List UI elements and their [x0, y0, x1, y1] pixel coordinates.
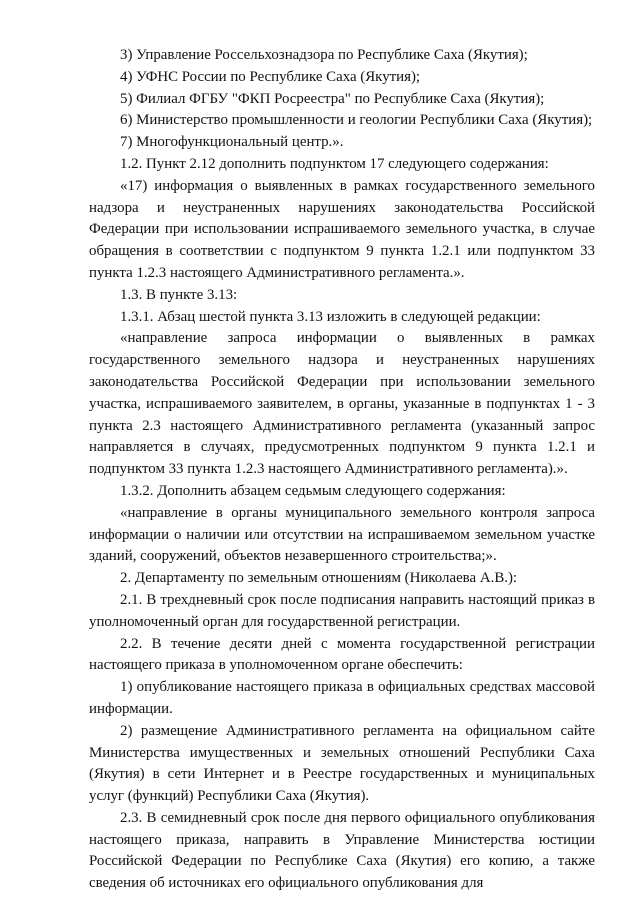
- clause-2-1: 2.1. В трехдневный срок после подписания направить настоящий приказ в уполномоченный орган для государственной регистрации.: [89, 591, 595, 630]
- list-item-4: 4) УФНС России по Республике Саха (Якутия);: [120, 68, 421, 85]
- clause-1-3-2: 1.3.2. Дополнить абзацем седьмым следующего содержания:: [120, 482, 506, 499]
- document-page: [89, 45, 595, 895]
- list-item-6: 6) Министерство промышленности и геологии Республики Саха (Якутия);: [120, 112, 593, 129]
- subitem-17-text: «17) информация о выявленных в рамках государственного земельного надзора и неустраненных нарушениях законодательства Российской Федерации при использовании испрашиваемого земельного участка, в случае обращения в соответствии с подпунктом 9 пункта 1.2.1 или подпунктом 33 пункта 1.2.3 настоящего Административного регламента.».: [89, 177, 595, 281]
- paragraph-seven-text: «направление в органы муниципального земельного контроля запроса информации о наличии или отсутствии на испрашиваемом земельном участке зданий, сооружений, объектов незавершенного строительства;».: [89, 504, 595, 565]
- clause-1-3: 1.3. В пункте 3.13:: [120, 286, 238, 303]
- paragraph-six-text: «направление запроса информации о выявленных в рамках государственного земельного надзора и неустраненных нарушениях законодательства Российской Федерации при использовании земельного участка, испрашиваемого заявителем, в органы, указанные в подпунктах 1 - 3 пункта 2.3 настоящего Административного регламента (указанный запрос направляется в случаях, предусмотренных подпунктом 9 пункта 1.2.1 и подпунктом 33 пункта 1.2.3 настоящего Административного регламента).».: [89, 330, 595, 478]
- clause-1-2: 1.2. Пункт 2.12 дополнить подпунктом 17 следующего содержания:: [120, 155, 549, 172]
- list-item-3: 3) Управление Россельхознадзора по Республике Саха (Якутия);: [120, 47, 528, 63]
- clause-2-2-item-1: 1) опубликование настоящего приказа в официальных средствах массовой информации.: [89, 679, 595, 717]
- list-item-7: 7) Многофункциональный центр.».: [120, 134, 344, 151]
- clause-2-3: 2.3. В семидневный срок после дня первого официального опубликования настоящего приказа, направить в Управление Министерства юстиции Российской Федерации по Республике Саха (Якутия) его копию, а также сведения об источниках его официального опубликования для: [89, 809, 595, 892]
- clause-2-2-item-2: 2) размещение Административного регламента на официальном сайте Министерства имущественных и земельных отношений Республики Саха (Якутия) в сети Интернет и в Реестре государственных и муниципальных услуг (функций) Республики Саха (Якутия).: [89, 722, 595, 805]
- clause-1-3-1: 1.3.1. Абзац шестой пункта 3.13 изложить в следующей редакции:: [120, 308, 541, 325]
- clause-2-2: 2.2. В течение десяти дней с момента государственной регистрации настоящего приказа в уполномоченном органе обеспечить:: [89, 635, 595, 674]
- list-item-5: 5) Филиал ФГБУ "ФКП Росреестра" по Республике Саха (Якутия);: [120, 90, 545, 107]
- clause-2: 2. Департаменту по земельным отношениям (Николаева А.В.):: [120, 570, 518, 587]
